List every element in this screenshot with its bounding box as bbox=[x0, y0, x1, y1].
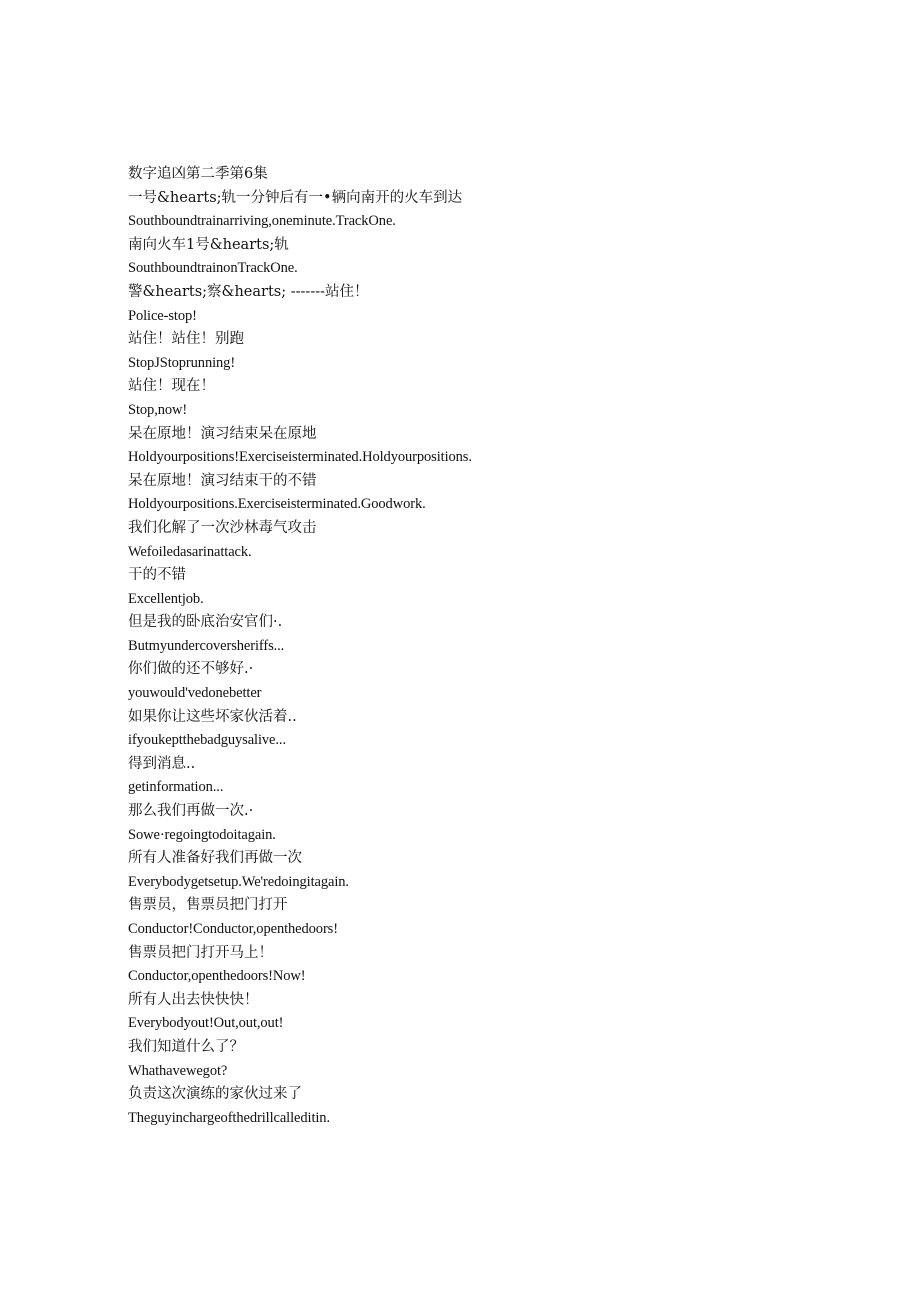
english-subtitle-line: Theguyinchargeofthedrillcalleditin. bbox=[128, 1109, 330, 1126]
english-subtitle-line: Butmyundercoversheriffs... bbox=[128, 637, 285, 654]
english-subtitle-line: Everybodygetsetup.We'redoingitagain. bbox=[128, 873, 349, 890]
english-subtitle-line: Sowe·regoingtodoitagain. bbox=[128, 826, 276, 843]
chinese-subtitle-line: 警&hearts;察&hearts; -------站住！ bbox=[128, 283, 369, 300]
english-subtitle-line: getinformation... bbox=[128, 779, 224, 796]
english-subtitle-line: Everybodyout!Out,out,out! bbox=[128, 1015, 284, 1032]
english-subtitle-line: Whathavewegot? bbox=[128, 1062, 228, 1079]
chinese-subtitle-line: 得到消息.. bbox=[128, 755, 196, 772]
english-subtitle-line: Holdyourpositions!Exerciseisterminated.Holdyourpositions. bbox=[128, 449, 472, 466]
english-subtitle-line: ifyoukeptthebadguysalive... bbox=[128, 732, 286, 749]
chinese-subtitle-line: 售票员把门打开马上！ bbox=[128, 944, 273, 961]
chinese-subtitle-line: 站住！站住！别跑 bbox=[128, 331, 244, 348]
chinese-subtitle-line: 一号&hearts;轨一分钟后有一•辆向南开的火车到达 bbox=[128, 189, 463, 206]
english-subtitle-line: Conductor,openthedoors!Now! bbox=[128, 968, 306, 985]
english-subtitle-line: Stop,now! bbox=[128, 401, 188, 418]
chinese-subtitle-line: 你们做的还不够好.· bbox=[128, 661, 254, 678]
english-subtitle-line: StopJStoprunning! bbox=[128, 354, 236, 371]
english-subtitle-line: Wefoiledasarinattack. bbox=[128, 543, 252, 560]
chinese-subtitle-line: 所有人准备好我们再做一次 bbox=[128, 850, 302, 867]
english-subtitle-line: Police-stop! bbox=[128, 307, 197, 324]
english-subtitle-line: SouthboundtrainonTrackOne. bbox=[128, 260, 298, 277]
transcript-lines bbox=[128, 187, 828, 1131]
chinese-subtitle-line: 那么我们再做一次.· bbox=[128, 803, 254, 820]
chinese-subtitle-line: 负责这次演练的家伙过来了 bbox=[128, 1086, 302, 1103]
chinese-subtitle-line: 干的不错 bbox=[128, 567, 186, 584]
chinese-subtitle-line: 我们知道什么了？ bbox=[128, 1038, 244, 1055]
chinese-subtitle-line: 如果你让这些坏家伙活着.. bbox=[128, 708, 297, 725]
english-subtitle-line: Excellentjob. bbox=[128, 590, 204, 607]
chinese-subtitle-line: 呆在原地！演习结束干的不错 bbox=[128, 472, 317, 489]
chinese-subtitle-line: 所有人出去快快快！ bbox=[128, 991, 259, 1008]
chinese-subtitle-line: 南向火车1号&hearts;轨 bbox=[128, 236, 289, 253]
english-subtitle-line: Holdyourpositions.Exerciseisterminated.Goodwork. bbox=[128, 496, 426, 513]
chinese-subtitle-line: 但是我的卧底治安官们·. bbox=[128, 614, 283, 631]
english-subtitle-line: youwould'vedonebetter bbox=[128, 685, 262, 702]
chinese-subtitle-line: 我们化解了一次沙林毒气攻击 bbox=[128, 519, 317, 536]
document-title: 数字追凶第二季第6集 bbox=[128, 166, 268, 182]
chinese-subtitle-line: 站住！现在！ bbox=[128, 378, 215, 395]
chinese-subtitle-line: 售票员，售票员把门打开 bbox=[128, 897, 288, 914]
english-subtitle-line: Conductor!Conductor,openthedoors! bbox=[128, 921, 338, 937]
chinese-subtitle-line: 呆在原地！演习结束呆在原地 bbox=[128, 425, 317, 442]
transcript-body bbox=[128, 163, 828, 1130]
english-subtitle-line: Southboundtrainarriving,oneminute.TrackOne. bbox=[128, 213, 396, 230]
